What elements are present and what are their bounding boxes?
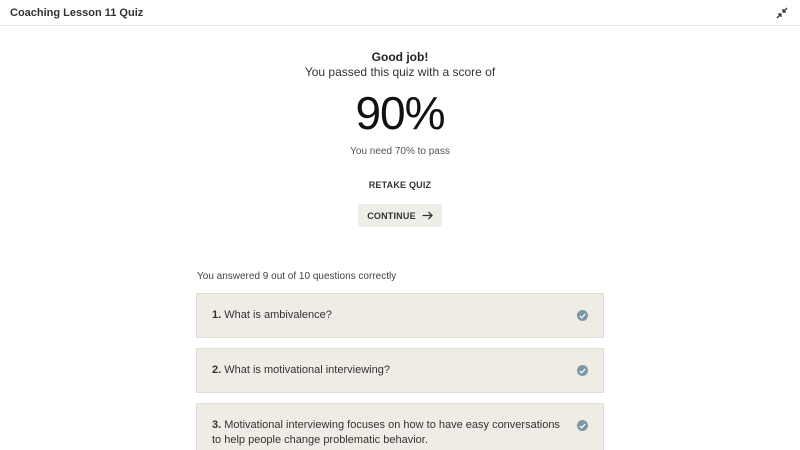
result-subheading: You passed this quiz with a score of (304, 65, 496, 79)
pass-requirement: You need 70% to pass (350, 146, 450, 157)
result-heading: Good job! (371, 50, 429, 64)
question-text (212, 418, 562, 448)
collapse-button[interactable] (774, 5, 790, 21)
arrow-right-icon (422, 211, 433, 220)
question-card[interactable] (196, 403, 604, 450)
collapse-icon (776, 7, 788, 19)
continue-label: CONTINUE (367, 210, 416, 221)
continue-button[interactable] (358, 204, 442, 227)
retake-quiz-button[interactable]: RETAKE QUIZ (368, 180, 432, 190)
correct-check-icon (577, 365, 588, 376)
quiz-result (0, 50, 800, 227)
score-value: 90% (355, 87, 445, 139)
question-number: 3. (212, 419, 222, 431)
question-number: 2. (212, 364, 222, 376)
top-bar (0, 0, 800, 26)
question-text (212, 308, 562, 323)
quiz-title: Coaching Lesson 11 Quiz (10, 6, 144, 19)
answer-summary: You answered 9 out of 10 questions correctly (197, 271, 397, 282)
question-text (212, 363, 562, 378)
question-card[interactable] (196, 348, 604, 393)
question-card[interactable] (196, 293, 604, 338)
correct-check-icon (577, 310, 588, 321)
question-label: Motivational interviewing focuses on how to have easy conversations to help people change problematic behavior. (212, 419, 560, 446)
correct-check-icon (577, 420, 588, 431)
question-label: What is ambivalence? (224, 309, 332, 321)
question-list (196, 293, 604, 450)
question-number: 1. (212, 309, 222, 321)
question-label: What is motivational interviewing? (224, 364, 390, 376)
